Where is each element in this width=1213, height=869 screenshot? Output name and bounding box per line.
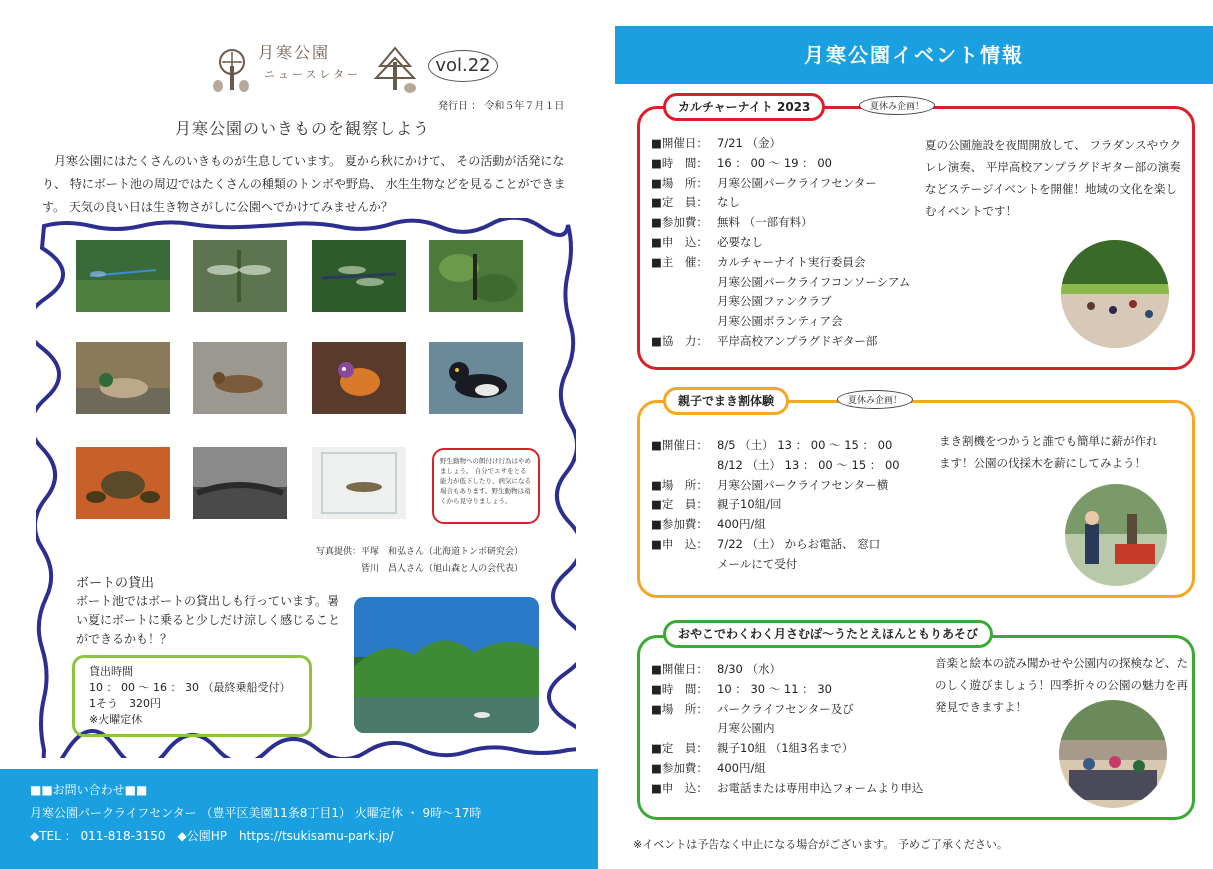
boat-heading: ボートの貸出 [76, 576, 155, 591]
contact-heading: ■■お問い合わせ■■ [30, 783, 148, 797]
creature-card [76, 342, 176, 362]
creature-photo [429, 342, 523, 414]
contact-box [0, 769, 598, 869]
creature-card [429, 240, 529, 260]
event-tag: 夏休み企画！ [837, 390, 913, 409]
event-banner: 月寒公園イベント情報 [615, 26, 1213, 84]
event-photo [1059, 700, 1167, 808]
creature-card [193, 447, 293, 467]
creature-card [193, 342, 293, 362]
event-details: ■開催日： 8/5 （土） 13 ： 00 ～ 15 ： 00 8/12 （土） 13 ： 00 ～ 15 ： 00 ■場 所： 月寒公園パークライフセンター横 ■定 員： 親子10組/回 ■参加費： 400円/組 ■申 込： 7/22 （土） からお電話、 窓口 メールにて受付 [651, 438, 900, 571]
creature-photo [193, 240, 287, 312]
event-photo [1061, 240, 1169, 348]
creature-photo [76, 447, 170, 519]
creature-card [312, 447, 412, 467]
event-details: ■開催日： 7/21 （金） ■時 間： 16 ： 00 ～ 19 ： 00 ■場 所： 月寒公園パークライフセンター ■定 員： なし ■参加費： 無料 （一部有料） ■申 込： 必要なし ■主 催： カルチャーナイト実行委員会 月寒公園パークライフコンソーシアム 月寒公園ファンクラブ 月寒公園ボランティア会 ■協 力： 平岸高校アンプラグドギター部 [651, 136, 911, 348]
event-page [613, 0, 1213, 869]
creature-card [312, 342, 412, 362]
newsletter-logo [210, 38, 500, 100]
creature-photo [312, 342, 406, 414]
event-title: カルチャーナイト 2023 [663, 93, 825, 121]
rental-hours-box: 貸出時間 10 ： 00 ～ 16 ： 30 （最終乗船受付） 1そう 320円 ※火曜定休 [72, 655, 312, 737]
tree-icon [210, 46, 256, 92]
event-tag: 夏休み企画！ [859, 96, 935, 115]
contact-address: 月寒公園パークライフセンター （豊平区美園11条8丁目1） 火曜定休 ・ 9時～17時 [30, 806, 482, 820]
event-description: まき割機をつかうと誰でも簡単に薪が作れます！公園の伐採木を薪にしてみよう！ [939, 434, 1158, 470]
creature-card [312, 240, 412, 273]
creature-photo [76, 240, 170, 312]
creature-photo [76, 342, 170, 414]
logo-subtitle: ニュースレター [264, 68, 362, 81]
event-title: おやこでわくわく月さむぽ～うたとえほんともりあそび [663, 620, 993, 648]
creature-card [193, 240, 293, 260]
creature-photo [312, 447, 406, 519]
contact-phone-web: ◆TEL ： 011-818-3150 ◆公園HP https://tsukisamu-park.jp/ [30, 829, 394, 843]
event-details: ■開催日： 8/30 （水） ■時 間： 10 ： 30 ～ 11 ： 30 ■場 所： パークライフセンター及び 月寒公園内 ■定 員： 親子10組 （1組3名まで） ■参加費： 400円/組 ■申 込： お電話または専用申込フォームより申込 [651, 662, 924, 795]
creature-photo [312, 240, 406, 312]
creature-photo [429, 240, 523, 312]
creature-card [76, 240, 176, 260]
page-title: 月寒公園のいきものを観察しよう [174, 119, 430, 138]
footnote: ※イベントは予告なく中止になる場合がございます。 予めご了承ください。 [633, 838, 1008, 851]
tree-icon [370, 44, 420, 94]
event-description: 音楽と絵本の読み聞かせや公園内の探検など、たのしく遊びましょう！四季折々の公園の魅力を再発見できますよ！ [935, 656, 1188, 714]
event-title: 親子でまき割体験 [663, 387, 789, 415]
feeding-warning: 野生動物への餌付け行為はやめましょう。 自分でエサをとる能力が低下したり、病気になる場合もあります。野生動物は遠くから見守りましょう。 [432, 448, 540, 524]
volume-badge: vol.22 [428, 50, 498, 82]
boat-text: ボート池ではボートの貸出しも行っています。暑い夏にボートに乗ると少しだけ涼しく感じることができるかも！？ [76, 594, 341, 646]
newsletter-page [0, 0, 605, 869]
creature-card [429, 342, 529, 362]
event-photo [1065, 484, 1167, 586]
photo-credit: 写真提供：平塚 和弘さん（北海道トンボ研究会） 皆川 昌人さん（旭山森と人の会代表） [316, 547, 524, 574]
logo-title: 月寒公園 [258, 43, 331, 62]
creature-card [76, 447, 176, 467]
pond-photo [354, 597, 539, 733]
event-description: 夏の公園施設を夜間開放して、 フラダンスやウクレレ演奏、 平岸高校アンプラグドギター部の演奏などステージイベントを開催！地域の文化を楽しむイベントです！ [925, 138, 1182, 218]
creature-photo [193, 342, 287, 414]
intro-text: 月寒公園にはたくさんのいきものが生息しています。 夏から秋にかけて、 その活動が活発になり、 特にボート池の周辺ではたくさんの種類のトンボや野鳥、 水生生物などを見ることができます。 天気の良い日は生き物さがしに公園へでかけてみませんか？ [42, 154, 566, 214]
issue-date: 発行日 ： 令和５年７月１日 [438, 101, 565, 112]
creature-photo [193, 447, 287, 519]
